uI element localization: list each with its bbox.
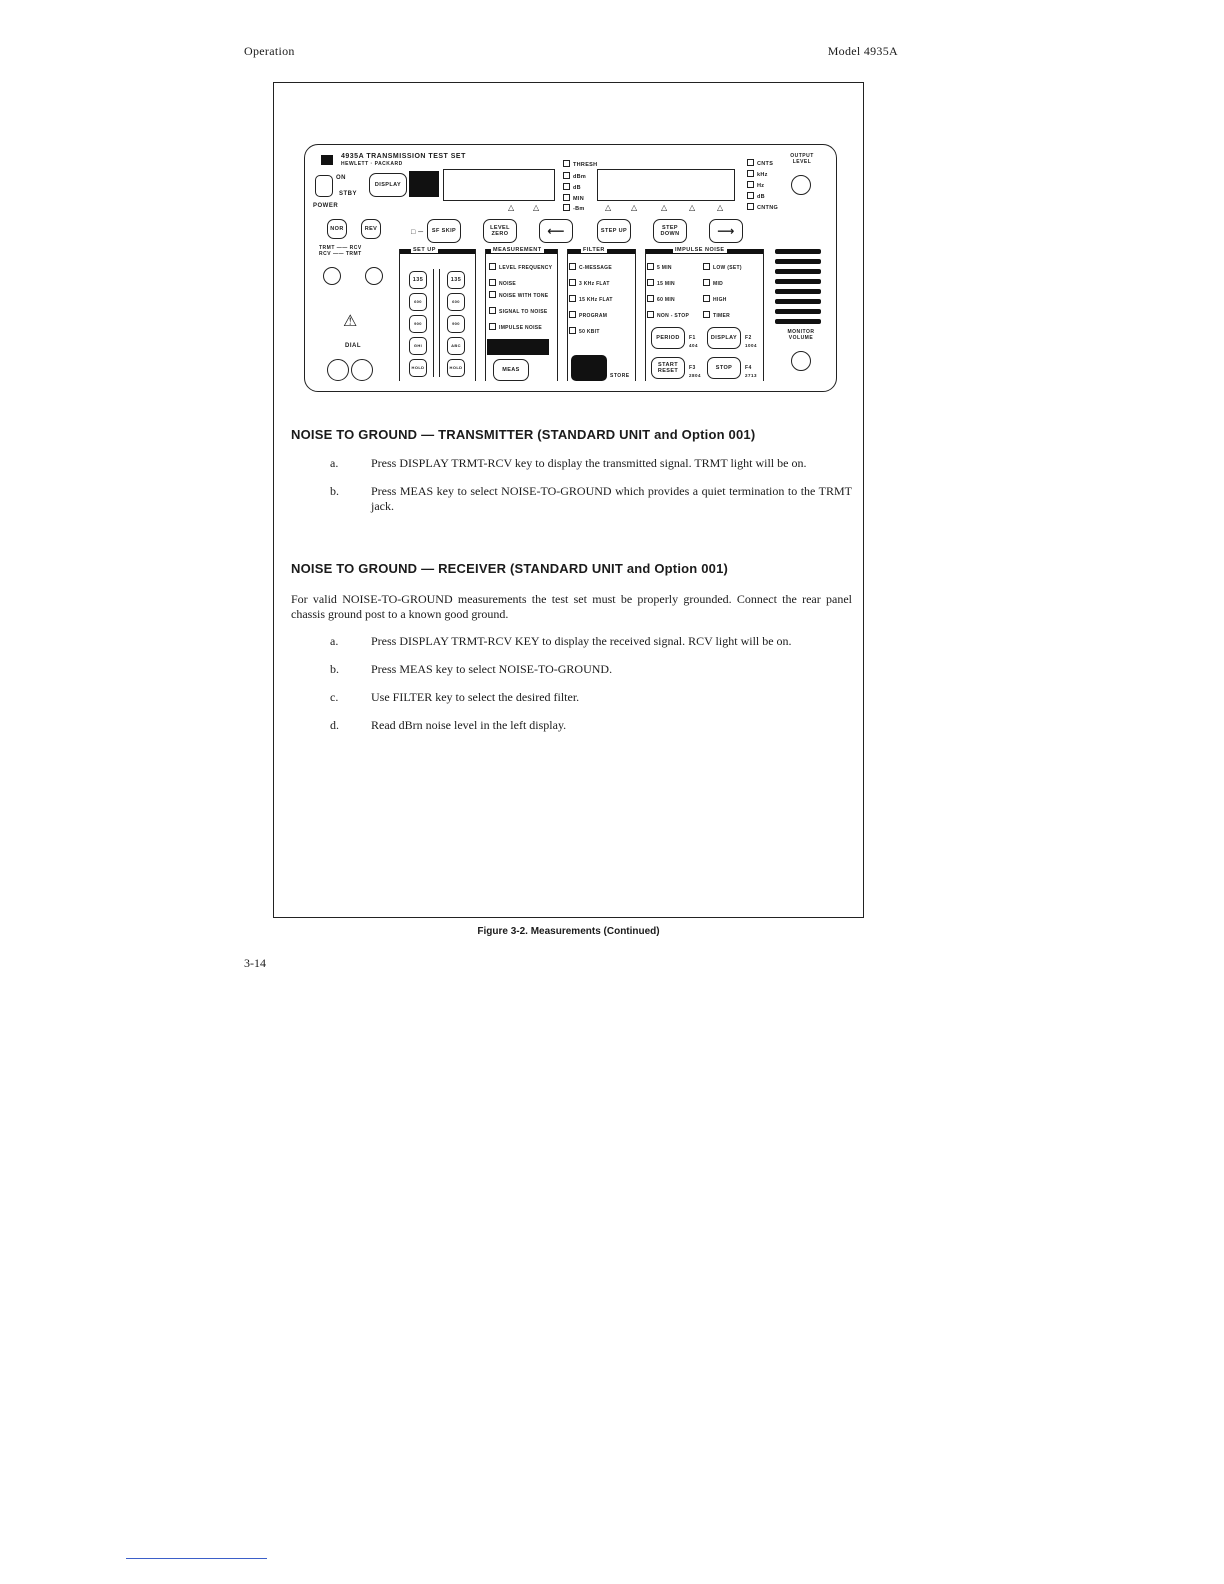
filter-50-kbit: 50 KBIT <box>569 327 600 335</box>
triangle-icon: △ <box>508 203 515 212</box>
meas-noise-with-tone: NOISE WITH TONE <box>489 291 553 299</box>
meas-noise: NOISE <box>489 279 516 287</box>
section1-step-b-letter: b. <box>330 484 339 498</box>
panel-brand: HEWLETT · PACKARD <box>341 161 403 167</box>
period-button[interactable]: PERIOD <box>651 327 685 349</box>
filter-c-message: C-MESSAGE <box>569 263 612 271</box>
figure-caption: Figure 3-2. Measurements (Continued) <box>477 926 660 937</box>
divider <box>567 249 568 381</box>
dial-label: DIAL <box>345 343 361 349</box>
impulse-high: HIGH <box>703 295 727 303</box>
power-label: POWER <box>313 203 339 209</box>
triangle-icon: △ <box>533 203 540 212</box>
divider <box>485 249 486 381</box>
section1-step-a-letter: a. <box>330 456 339 470</box>
rcv-trmt-label: RCV —— TRMT <box>319 251 362 257</box>
front-panel-illustration <box>304 144 837 392</box>
f1-value: 404 <box>689 343 699 348</box>
divider <box>475 249 476 381</box>
display-trmt-rcv-button[interactable]: DISPLAY <box>369 173 407 197</box>
panel-title: 4935A TRANSMISSION TEST SET <box>341 153 466 160</box>
setup-key-600-right[interactable]: 600 <box>447 293 465 311</box>
rev-button[interactable]: REV <box>361 219 381 239</box>
divider <box>645 249 646 381</box>
f3-label: F3 <box>689 365 696 371</box>
section1-step-a-text: Press DISPLAY TRMT-RCV key to display the transmitted signal. TRMT light will be on. <box>371 456 807 470</box>
sf-skip-button[interactable]: SF SKIP <box>427 219 461 243</box>
impulse-non-stop: NON - STOP <box>647 311 689 319</box>
output-level-label: OUTPUT LEVEL <box>790 153 814 165</box>
khz-annunciator: kHz <box>747 170 768 178</box>
divider <box>439 269 440 377</box>
dial-jack-left[interactable] <box>327 359 349 381</box>
section1-step-b-text: Press MEAS key to select NOISE-TO-GROUND which provides a quiet termination to the TRMT jack. <box>371 484 852 513</box>
measurement-title: MEASUREMENT <box>493 247 542 253</box>
triangle-icon: △ <box>605 203 612 212</box>
stop-button[interactable]: STOP <box>707 357 741 379</box>
triangle-icon: △ <box>661 203 668 212</box>
trmt-jack[interactable] <box>323 267 341 285</box>
cnts-annunciator: CNTS <box>747 159 773 167</box>
impulse-low-set: LOW (SET) <box>703 263 742 271</box>
rcv-jack[interactable] <box>365 267 383 285</box>
f2-label: F2 <box>745 335 752 341</box>
setup-key-900-left[interactable]: 900 <box>409 315 427 333</box>
speaker-grille-bar <box>775 279 821 284</box>
cntng-annunciator: CNTNG <box>747 203 778 211</box>
impulse-60-min: 60 MIN <box>647 295 675 303</box>
hz-annunciator: Hz <box>747 181 764 189</box>
speaker-grille-bar <box>775 249 821 254</box>
impulse-mid: MID <box>703 279 723 287</box>
monitor-volume-label: MONITOR VOLUME <box>787 329 815 341</box>
thresh-annunciator: THRESH <box>563 160 597 168</box>
section2-step-c-letter: c. <box>330 690 339 704</box>
setup-key-hold-left[interactable]: HOLD <box>409 359 427 377</box>
monitor-volume-knob[interactable] <box>791 351 811 371</box>
setup-key-abc-right[interactable]: ABC <box>447 337 465 355</box>
warning-triangle-icon: ⚠ <box>343 313 358 330</box>
section2-step-d-text: Read dBrn noise level in the left display. <box>371 718 567 732</box>
section1-heading: NOISE TO GROUND — TRANSMITTER (STANDARD UNIT and Option 001) <box>291 427 756 442</box>
section2-step-b-text: Press MEAS key to select NOISE-TO-GROUND. <box>371 662 613 676</box>
on-label: ON <box>336 175 346 181</box>
filter-button[interactable] <box>571 355 607 381</box>
store-label: STORE <box>610 373 630 379</box>
noise-to-ground-indicator <box>487 339 549 355</box>
meas-impulse-noise: IMPULSE NOISE <box>489 323 553 331</box>
triangle-icon: △ <box>717 203 724 212</box>
section2-step-b-letter: b. <box>330 662 339 676</box>
speaker-grille-bar <box>775 319 821 324</box>
f3-value: 2804 <box>689 373 702 378</box>
setup-key-ghi-left[interactable]: GHI <box>409 337 427 355</box>
footer-rule <box>126 1558 267 1559</box>
meas-button[interactable]: MEAS <box>493 359 529 381</box>
filter-3khz-flat: 3 KHz FLAT <box>569 279 610 287</box>
speaker-grille-bar <box>775 269 821 274</box>
filter-title: FILTER <box>583 247 605 253</box>
start-reset-button[interactable]: START RESET <box>651 357 685 379</box>
left-display <box>443 169 555 201</box>
setup-key-hold-right[interactable]: HOLD <box>447 359 465 377</box>
f4-label: F4 <box>745 365 752 371</box>
db-right-annunciator: dB <box>747 192 765 200</box>
section2-step-d-letter: d. <box>330 718 339 732</box>
trmt-rcv-indicator <box>409 171 439 197</box>
section2-heading: NOISE TO GROUND — RECEIVER (STANDARD UNIT and Option 001) <box>291 561 729 576</box>
speaker-grille-bar <box>775 299 821 304</box>
speaker-grille-bar <box>775 309 821 314</box>
section2-step-a-letter: a. <box>330 634 339 648</box>
divider <box>399 249 400 381</box>
speaker-grille-bar <box>775 259 821 264</box>
db-annunciator: dB <box>563 183 581 191</box>
output-level-knob[interactable] <box>791 175 811 195</box>
setup-key-600-left[interactable]: 600 <box>409 293 427 311</box>
section2-intro: For valid NOISE-TO-GROUND measurements the test set must be properly grounded. Connect the rear panel chassis ground post to a known good ground. <box>291 592 852 621</box>
f2-value: 1004 <box>745 343 758 348</box>
setup-key-135-left[interactable]: 135 <box>409 271 427 289</box>
hp-logo-icon <box>321 155 333 165</box>
dial-jack-right[interactable] <box>351 359 373 381</box>
f4-value: 2713 <box>745 373 758 378</box>
speaker-grille-bar <box>775 289 821 294</box>
divider <box>635 249 636 381</box>
nor-button[interactable]: NOR <box>327 219 347 239</box>
bm-annunciator: -Bm <box>563 204 585 212</box>
right-display <box>597 169 735 201</box>
running-header-section: Operation <box>244 44 295 58</box>
stby-label: STBY <box>339 191 358 197</box>
filter-program: PROGRAM <box>569 311 607 319</box>
section2-step-a-text: Press DISPLAY TRMT-RCV KEY to display the received signal. RCV light will be on. <box>371 634 792 648</box>
divider <box>433 269 434 377</box>
sf-indicator: □ ─ <box>411 229 424 236</box>
triangle-icon: △ <box>689 203 696 212</box>
meas-level-frequency: LEVEL FREQUENCY <box>489 263 553 271</box>
power-switch[interactable] <box>315 175 333 197</box>
meas-signal-to-noise: SIGNAL TO NOISE <box>489 307 553 315</box>
right-arrow-button[interactable]: ⟶ <box>709 219 743 243</box>
step-down-button[interactable]: STEP DOWN <box>653 219 687 243</box>
setup-key-135-right[interactable]: 135 <box>447 271 465 289</box>
running-header-model: Model 4935A <box>827 44 898 58</box>
setup-title: SET UP <box>413 247 436 253</box>
impulse-5-min: 5 MIN <box>647 263 672 271</box>
impulse-title: IMPULSE NOISE <box>675 247 725 253</box>
min-annunciator: MIN <box>563 194 584 202</box>
divider <box>557 249 558 381</box>
f1-label: F1 <box>689 335 696 341</box>
triangle-icon: △ <box>631 203 638 212</box>
step-up-button[interactable]: STEP UP <box>597 219 631 243</box>
divider <box>763 249 764 381</box>
section2-step-c-text: Use FILTER key to select the desired filter. <box>371 690 580 704</box>
page-number: 3-14 <box>244 956 266 970</box>
level-zero-button[interactable]: LEVEL ZERO <box>483 219 517 243</box>
setup-key-900-right[interactable]: 900 <box>447 315 465 333</box>
left-arrow-button[interactable]: ⟵ <box>539 219 573 243</box>
filter-15khz-flat: 15 KHz FLAT <box>569 295 613 303</box>
trmt-rcv-label: TRMT —— RCV <box>319 245 362 251</box>
display-f2-button[interactable]: DISPLAY <box>707 327 741 349</box>
impulse-timer: TIMER <box>703 311 730 319</box>
dbm-annunciator: dBm <box>563 172 586 180</box>
impulse-15-min: 15 MIN <box>647 279 675 287</box>
